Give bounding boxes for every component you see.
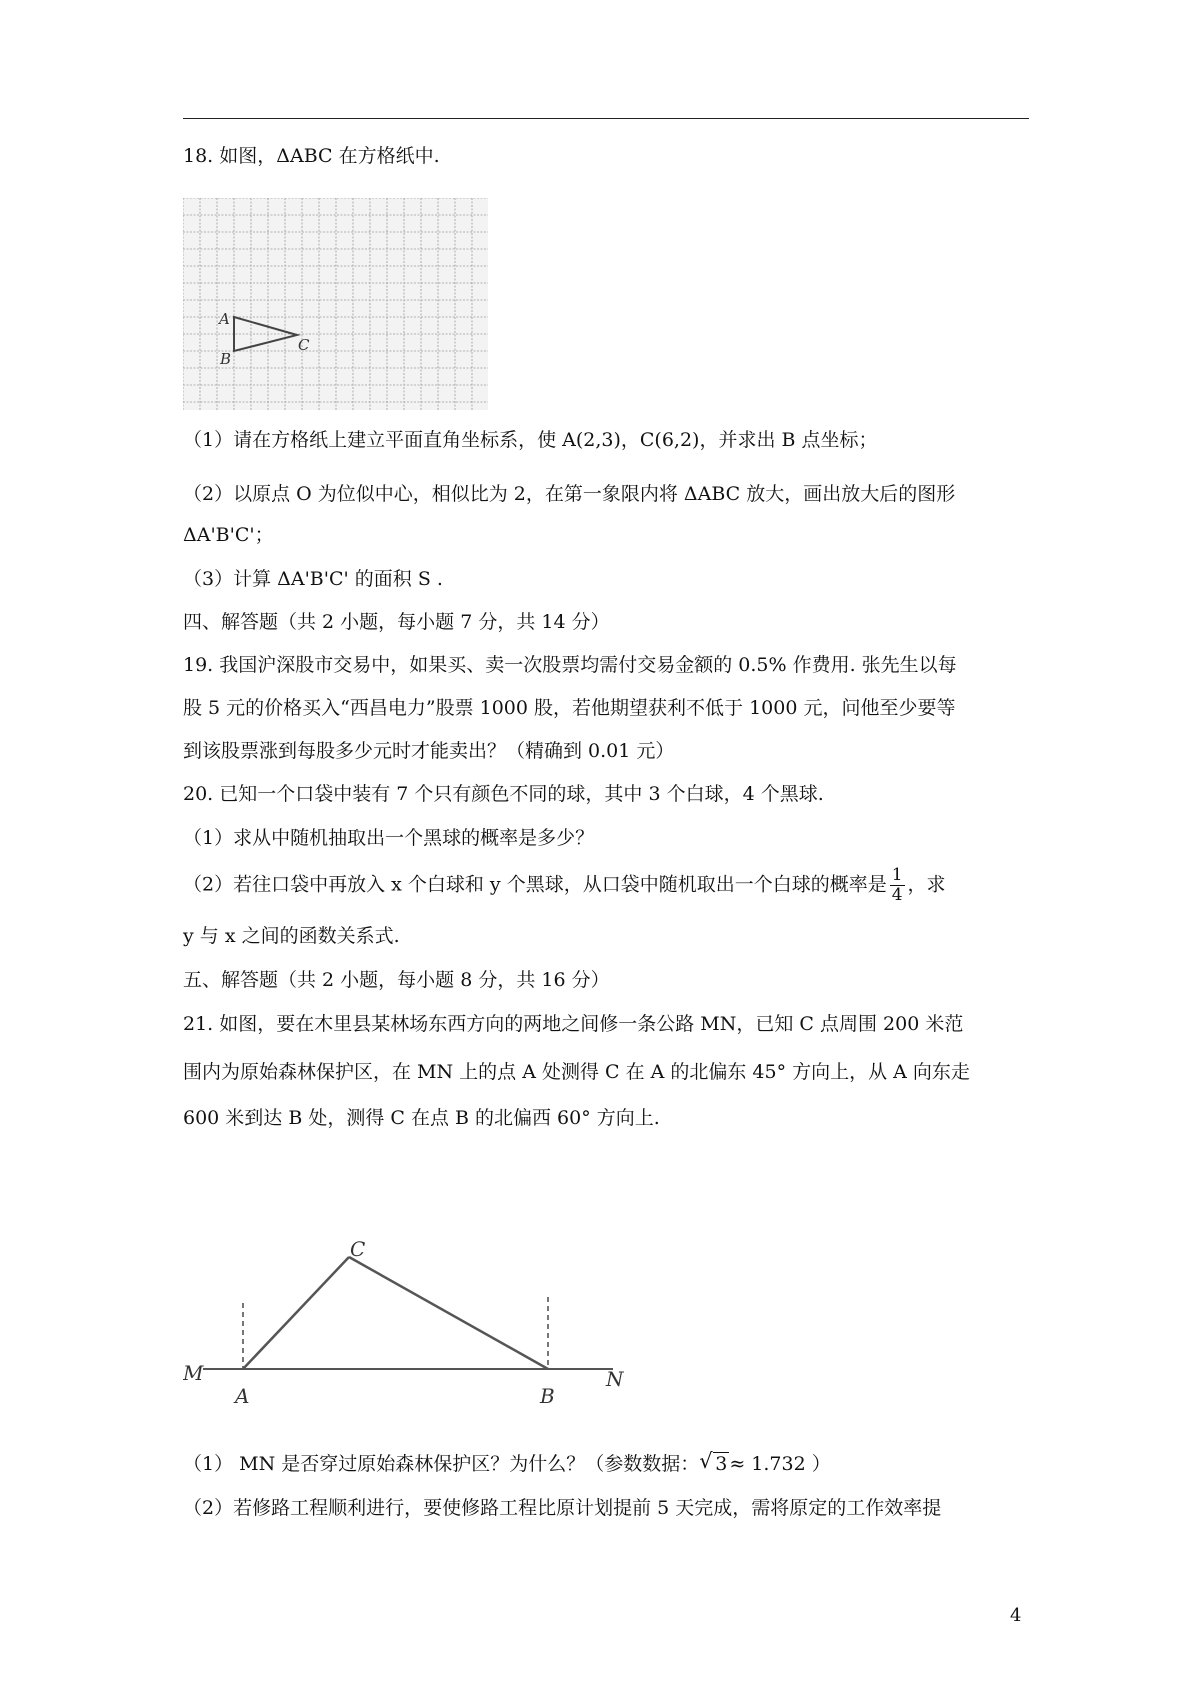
q18-part2-line1: （2）以原点 O 为位似中心，相似比为 2，在第一象限内将 ΔABC 放大，画出放大后的图形 <box>183 483 956 505</box>
label-c: C <box>350 1238 366 1261</box>
sqrt-three: √ 3 <box>699 1449 728 1475</box>
q18-part2-line2: ΔA'B'C'； <box>183 524 274 546</box>
q21-line3: 600 米到达 B 处，测得 C 在点 B 的北偏西 60° 方向上. <box>183 1107 660 1129</box>
q18-stem: 18. 如图，ΔABC 在方格纸中. <box>183 145 440 167</box>
label-c: C <box>298 336 310 354</box>
q21-line1: 21. 如图，要在木里县某林场东西方向的两地之间修一条公路 MN，已知 C 点周围 200 米范 <box>183 1013 964 1035</box>
page-number: 4 <box>1010 1605 1022 1626</box>
section-5-heading: 五、解答题（共 2 小题，每小题 8 分，共 16 分） <box>183 969 610 991</box>
q18-part3: （3）计算 ΔA'B'C' 的面积 S . <box>183 568 443 590</box>
q21-line2: 围内为原始森林保护区，在 MN 上的点 A 处测得 C 在 A 的北偏东 45° 方向上，从 A 向东走 <box>183 1061 970 1083</box>
road-figure <box>183 1238 683 1413</box>
q21-part1 <box>183 1450 831 1478</box>
fraction-denominator: 4 <box>891 885 903 905</box>
section-4-heading: 四、解答题（共 2 小题，每小题 7 分，共 14 分） <box>183 611 610 633</box>
q20-part1: （1）求从中随机抽取出一个黑球的概率是多少？ <box>183 827 595 849</box>
q20-part2-tail: ，求 <box>907 873 946 896</box>
q19-line3: 到该股票涨到每股多少元时才能卖出？（精确到 0.01 元） <box>183 740 675 762</box>
label-a: A <box>219 310 230 328</box>
label-a: A <box>235 1384 250 1408</box>
fraction-numerator: 1 <box>891 865 903 885</box>
label-b: B <box>220 350 232 368</box>
q20-part2-line1 <box>183 866 946 905</box>
fraction-one-quarter <box>890 866 905 905</box>
label-b: B <box>540 1384 555 1408</box>
q19-line2: 股 5 元的价格买入“西昌电力”股票 1000 股，若他期望获利不低于 1000 元，问他至少要等 <box>183 697 956 719</box>
q18-part1: （1）请在方格纸上建立平面直角坐标系，使 A(2,3)，C(6,2)，并求出 B 点坐标； <box>183 429 878 451</box>
label-m: M <box>183 1361 204 1385</box>
q20-part2-line2: y 与 x 之间的函数关系式. <box>183 925 400 947</box>
sqrt-radicand: 3 <box>715 1453 728 1475</box>
label-n: N <box>606 1367 624 1391</box>
q20-part2-text: （2）若往口袋中再放入 x 个白球和 y 个黑球，从口袋中随机取出一个白球的概率是 <box>183 873 887 896</box>
q21-part2: （2）若修路工程顺利进行，要使修路工程比原计划提前 5 天完成，需将原定的工作效率提 <box>183 1497 942 1519</box>
header-rule <box>183 118 1029 119</box>
grid-figure <box>183 198 488 410</box>
segment-cb <box>349 1257 548 1369</box>
segment-ac <box>243 1257 349 1369</box>
q19-line1: 19. 我国沪深股市交易中，如果买、卖一次股票均需付交易金额的 0.5% 作费用. 张先生以每 <box>183 654 957 676</box>
q20-stem: 20. 已知一个口袋中装有 7 个只有颜色不同的球，其中 3 个白球，4 个黑球. <box>183 783 824 805</box>
q21-part1-tail: ≈ 1.732 ） <box>729 1453 831 1475</box>
q21-part1-text: （1） MN 是否穿过原始森林保护区？为什么？（参数数据： <box>183 1453 700 1475</box>
